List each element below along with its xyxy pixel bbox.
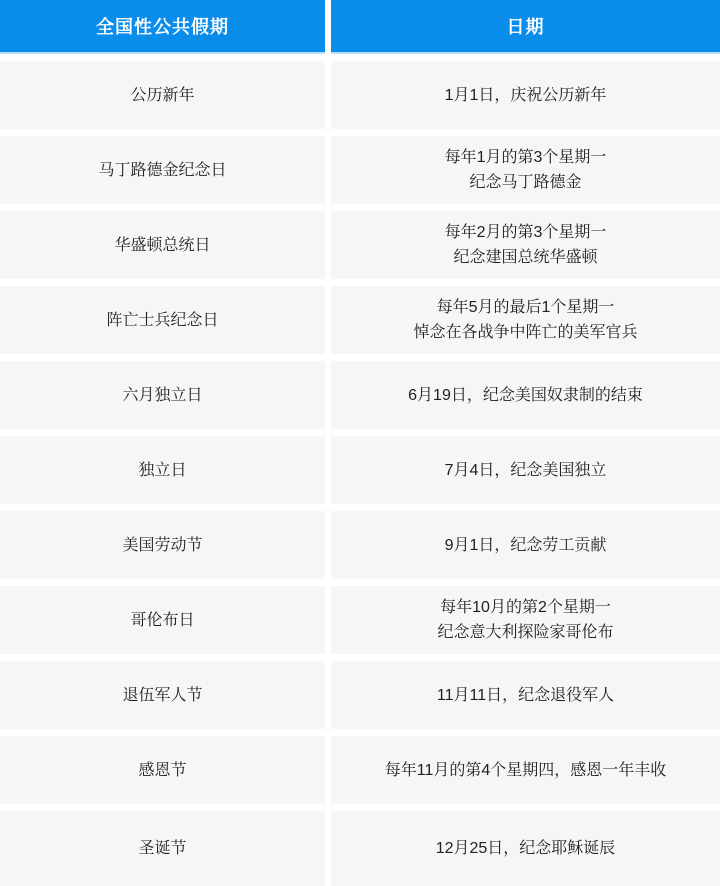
holiday-date-cell xyxy=(331,811,720,886)
date-line: 1月1日，庆祝公历新年 xyxy=(444,86,607,104)
date-line: 纪念意大利探险家哥伦布 xyxy=(437,624,614,641)
holiday-date-cell xyxy=(331,136,720,204)
holiday-date-cell xyxy=(331,211,720,279)
date-line: 每年5月的最后1个星期一 xyxy=(436,299,615,316)
holiday-name-cell: 公历新年 xyxy=(0,61,325,129)
date-line: 9月1日，纪念劳工贡献 xyxy=(444,536,607,554)
holiday-date-cell xyxy=(331,511,720,579)
date-line: 悼念在各战争中阵亡的美军官兵 xyxy=(413,324,638,341)
date-line: 纪念建国总统华盛顿 xyxy=(453,249,598,266)
holiday-name-cell: 美国劳动节 xyxy=(0,511,325,579)
date-line: 6月19日，纪念美国奴隶制的结束 xyxy=(408,386,643,404)
holiday-date-cell xyxy=(331,661,720,729)
column-header-date: 日期 xyxy=(331,0,720,54)
date-line: 每年10月的第2个星期一 xyxy=(440,599,611,616)
date-line: 7月4日，纪念美国独立 xyxy=(444,461,607,479)
holiday-date-cell xyxy=(331,736,720,804)
holiday-name-cell: 华盛顿总统日 xyxy=(0,211,325,279)
holiday-date-cell xyxy=(331,61,720,129)
holiday-name-cell: 阵亡士兵纪念日 xyxy=(0,286,325,354)
date-line: 12月25日，纪念耶稣诞辰 xyxy=(435,840,616,857)
holiday-name-cell: 马丁路德金纪念日 xyxy=(0,136,325,204)
date-line: 每年2月的第3个星期一 xyxy=(444,224,607,241)
holiday-name-cell: 哥伦布日 xyxy=(0,586,325,654)
holiday-name-cell: 独立日 xyxy=(0,436,325,504)
date-line: 纪念马丁路德金 xyxy=(469,174,582,191)
date-line: 每年1月的第3个星期一 xyxy=(444,149,607,166)
holiday-date-cell xyxy=(331,286,720,354)
holiday-name-cell: 退伍军人节 xyxy=(0,661,325,729)
column-header-holiday: 全国性公共假期 xyxy=(0,0,325,54)
holiday-name-cell: 六月独立日 xyxy=(0,361,325,429)
holiday-date-cell xyxy=(331,436,720,504)
holiday-name-cell: 感恩节 xyxy=(0,736,325,804)
date-line: 每年11月的第4个星期四，感恩一年丰收 xyxy=(384,761,667,779)
holiday-date-cell xyxy=(331,361,720,429)
date-line: 11月11日，纪念退役军人 xyxy=(436,686,615,704)
holiday-name-cell: 圣诞节 xyxy=(0,811,325,886)
holiday-date-cell xyxy=(331,586,720,654)
